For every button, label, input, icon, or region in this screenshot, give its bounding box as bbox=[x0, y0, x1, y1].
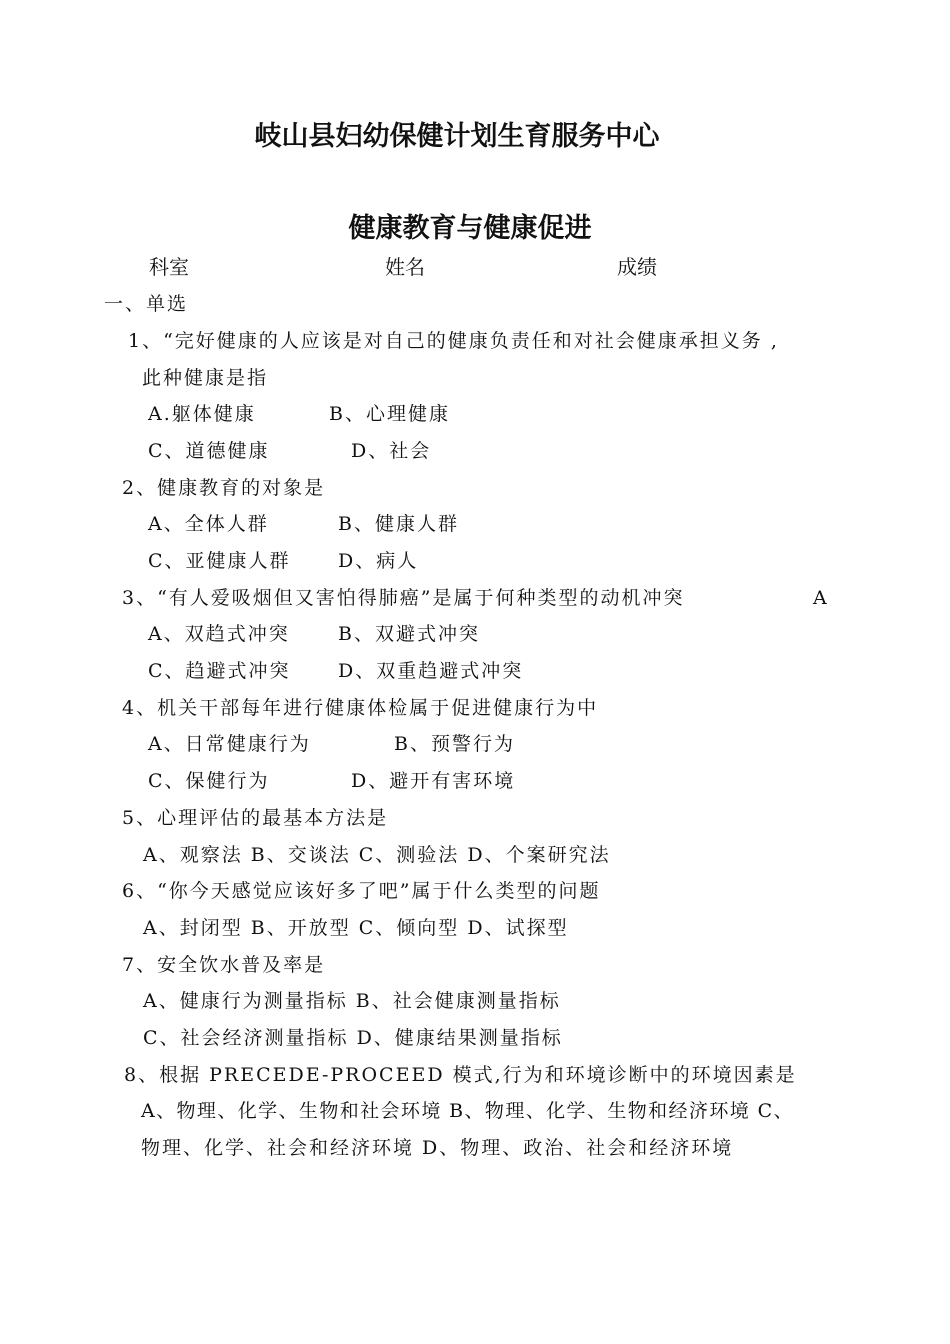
question-6-options: A、封闭型 B、开放型 C、倾向型 D、试探型 bbox=[143, 917, 569, 939]
question-7-options-line-1: A、健康行为测量指标 B、社会健康测量指标 bbox=[143, 990, 561, 1012]
question-4-option-b: B、预警行为 bbox=[394, 733, 515, 755]
question-2-option-b: B、健康人群 bbox=[338, 513, 459, 535]
question-1-option-b: B、心理健康 bbox=[329, 403, 450, 425]
document-title: 健康教育与健康促进 bbox=[348, 213, 592, 244]
question-1-option-a: A.躯体健康 bbox=[148, 403, 256, 425]
name-field-label: 姓名 bbox=[385, 255, 425, 279]
question-8-options-line-1: A、物理、化学、生物和社会环境 B、物理、化学、生物和经济环境 C、 bbox=[141, 1100, 794, 1122]
question-8-options-line-2: 物理、化学、社会和经济环境 D、物理、政治、社会和经济环境 bbox=[141, 1137, 734, 1159]
question-2-option-a: A、全体人群 bbox=[148, 513, 269, 535]
question-2-option-d: D、病人 bbox=[338, 550, 419, 572]
question-7-stem: 7、安全饮水普及率是 bbox=[122, 954, 326, 976]
question-5-options: A、观察法 B、交谈法 C、测验法 D、个案研究法 bbox=[143, 844, 611, 866]
question-3-option-c: C、趋避式冲突 bbox=[148, 660, 291, 682]
organization-title: 岐山县妇幼保健计划生育服务中心 bbox=[254, 121, 660, 152]
question-3-stem: 3、“有人爱吸烟但又害怕得肺癌”是属于何种类型的动机冲突 bbox=[122, 587, 685, 609]
question-3-option-d: D、双重趋避式冲突 bbox=[338, 660, 524, 682]
question-3-answer: A bbox=[813, 587, 829, 609]
question-8-stem: 8、根据 PRECEDE-PROCEED 模式,行为和环境诊断中的环境因素是 bbox=[124, 1064, 797, 1086]
department-field-label: 科室 bbox=[149, 255, 189, 279]
score-field-label: 成绩 bbox=[617, 255, 657, 279]
question-2-stem: 2、健康教育的对象是 bbox=[122, 477, 326, 499]
question-1-stem-line-2: 此种健康是指 bbox=[142, 367, 269, 389]
section-label: 一、单选 bbox=[104, 293, 189, 315]
question-4-option-a: A、日常健康行为 bbox=[148, 733, 311, 755]
question-4-option-d: D、避开有害环境 bbox=[351, 770, 516, 792]
question-1-option-c: C、道德健康 bbox=[148, 440, 270, 462]
question-4-option-c: C、保健行为 bbox=[148, 770, 270, 792]
question-4-stem: 4、机关干部每年进行健康体检属于促进健康行为中 bbox=[122, 697, 599, 719]
question-5-stem: 5、心理评估的最基本方法是 bbox=[122, 807, 389, 829]
question-1-option-d: D、社会 bbox=[351, 440, 432, 462]
question-7-options-line-2: C、社会经济测量指标 D、健康结果测量指标 bbox=[143, 1027, 563, 1049]
question-3-option-a: A、双趋式冲突 bbox=[148, 623, 290, 645]
question-3-option-b: B、双避式冲突 bbox=[338, 623, 480, 645]
question-1-stem-line-1: 1、“完好健康的人应该是对自己的健康负责任和对社会健康承担义务 , bbox=[128, 330, 779, 352]
question-2-option-c: C、亚健康人群 bbox=[148, 550, 291, 572]
question-6-stem: 6、“你今天感觉应该好多了吧”属于什么类型的问题 bbox=[122, 880, 601, 902]
